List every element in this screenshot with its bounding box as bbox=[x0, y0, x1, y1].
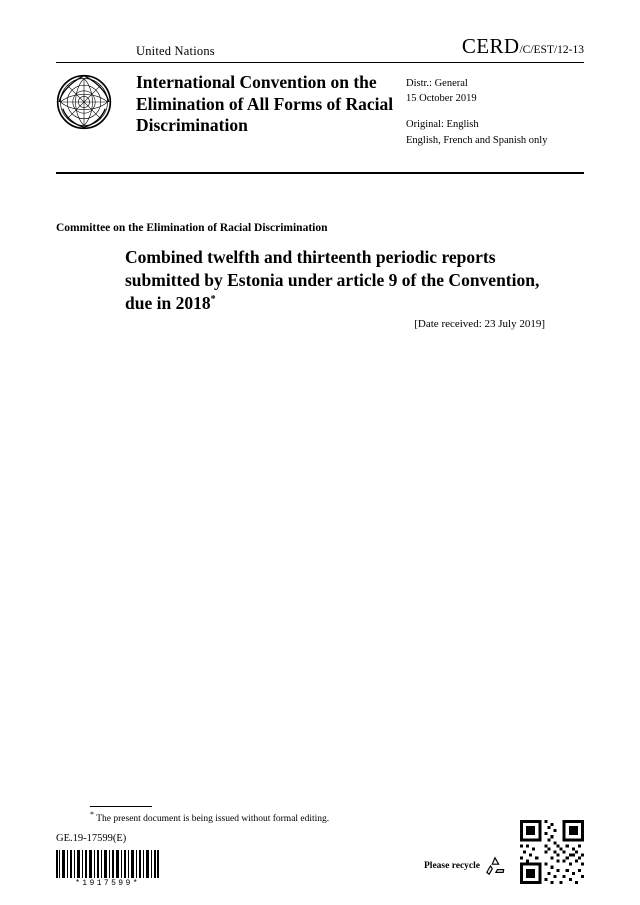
footnote-divider bbox=[90, 806, 152, 807]
ge-code: GE.19-17599(E) bbox=[56, 833, 127, 844]
qr-code-icon bbox=[520, 820, 584, 884]
masthead bbox=[56, 34, 584, 174]
masthead-top-row bbox=[56, 34, 584, 63]
footnote bbox=[90, 810, 329, 824]
distribution-label: Distr.: General bbox=[406, 78, 468, 89]
barcode-digits: *1917599* bbox=[75, 879, 140, 888]
barcode-area bbox=[56, 850, 159, 888]
recycle-icon bbox=[484, 856, 506, 876]
distribution-spacer bbox=[406, 106, 584, 117]
recycle-notice bbox=[424, 856, 506, 876]
original-language: Original: English bbox=[406, 119, 479, 131]
document-symbol bbox=[462, 34, 584, 59]
page-title-text: Combined twelfth and thirteenth periodic reports submitted by Estonia under article 9 of the Convention, due in 2018 bbox=[125, 247, 540, 314]
distribution-date: 15 October 2019 bbox=[406, 93, 477, 105]
recycle-label: Please recycle bbox=[424, 861, 480, 871]
document-symbol-main: CERD bbox=[461, 34, 520, 58]
committee-name: Committee on the Elimination of Racial Discrimination bbox=[56, 222, 328, 234]
masthead-body-row bbox=[56, 63, 584, 174]
barcode-icon bbox=[56, 850, 159, 878]
page-title bbox=[125, 246, 545, 315]
document-symbol-suffix: /C/EST/12-13 bbox=[519, 44, 584, 56]
languages-note: English, French and Spanish only bbox=[406, 134, 548, 146]
organization-name: United Nations bbox=[136, 44, 215, 58]
emblem-cell bbox=[56, 70, 136, 166]
qr-code-area bbox=[520, 820, 584, 889]
footnote-mark: * bbox=[90, 810, 94, 819]
convention-title: International Convention on the Elimination of All Forms of Racial Discrimination bbox=[136, 72, 394, 136]
distribution-cell bbox=[406, 70, 584, 166]
date-received: [Date received: 23 July 2019] bbox=[414, 318, 545, 330]
convention-title-cell bbox=[136, 70, 406, 166]
un-emblem-icon bbox=[56, 74, 112, 130]
title-footnote-mark: * bbox=[210, 294, 216, 306]
footnote-text: The present document is being issued without formal editing. bbox=[96, 814, 330, 825]
